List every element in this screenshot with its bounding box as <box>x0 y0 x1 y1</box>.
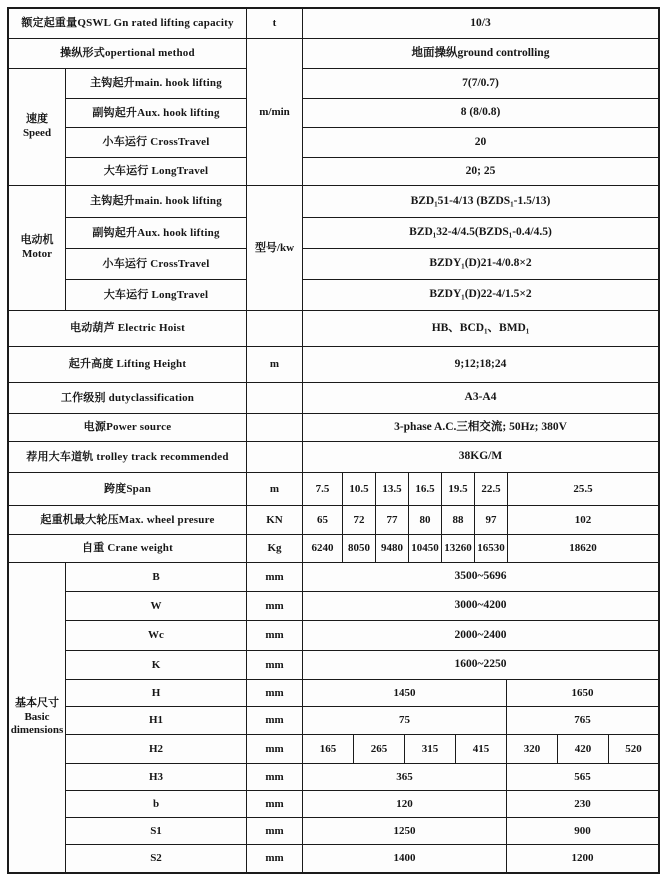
dim-unit: mm <box>247 707 303 735</box>
speed-row-label: 主钩起升main. hook lifting <box>66 69 247 99</box>
span-value-cell: 7.5 <box>303 473 343 505</box>
power-label: 电源Power source <box>9 414 247 442</box>
dim-values-row <box>303 735 658 764</box>
crane-weight-unit: Kg <box>247 535 303 563</box>
crane-weight-values-row <box>303 535 658 563</box>
dim-values-row <box>303 818 658 845</box>
dims-group-en: Basic <box>24 710 50 723</box>
dim-label: B <box>66 563 247 592</box>
dim-value-cell: 365 <box>303 764 507 790</box>
dim-value-cell: 1200 <box>571 852 594 865</box>
dim-unit: mm <box>247 563 303 592</box>
dim-value-cell: 1250 <box>303 818 507 844</box>
crane-weight-cell: 6240 <box>303 535 343 562</box>
wheel-pressure-values-row <box>303 506 658 535</box>
dim-unit: mm <box>247 845 303 872</box>
power-value: 3-phase A.C.三相交流; 50Hz; 380V <box>303 414 658 442</box>
span-value-cell: 19.5 <box>442 473 475 505</box>
wheel-pressure-cell: 65 <box>303 506 343 534</box>
lifting-height-label: 起升高度 Lifting Height <box>9 347 247 383</box>
duty-label: 工作级别 dutyclassification <box>9 383 247 414</box>
dim-value-cell: 1450 <box>303 680 507 706</box>
dim-unit: mm <box>247 764 303 791</box>
speed-row-value: 8 (8/0.8) <box>303 99 658 128</box>
crane-weight-cell: 18620 <box>569 542 597 555</box>
span-value-cell: 13.5 <box>376 473 409 505</box>
speed-row-value: 7(7/0.7) <box>303 69 658 99</box>
wheel-pressure-cell: 97 <box>475 506 508 534</box>
dim-value: 3000~4200 <box>303 592 658 621</box>
dims-group-label <box>9 563 66 872</box>
motor-row-label: 副钩起升Aux. hook lifting <box>66 218 247 249</box>
dims-group-en2: dimensions <box>10 724 64 737</box>
dim-label: S1 <box>66 818 247 845</box>
speed-row-value: 20; 25 <box>303 158 658 186</box>
speed-group-en: Speed <box>22 127 52 139</box>
dim-values-row <box>303 764 658 791</box>
motor-row-value: BZD₁51-4/13 (BZDS₁-1.5/13) <box>303 186 658 218</box>
wheel-pressure-cell: 88 <box>442 506 475 534</box>
dim-unit: mm <box>247 651 303 680</box>
span-value-cell: 22.5 <box>475 473 508 505</box>
method-value: 地面操纵ground controlling <box>303 39 658 69</box>
wheel-pressure-unit: KN <box>247 506 303 535</box>
dim-label: S2 <box>66 845 247 872</box>
dim-values-row <box>303 791 658 818</box>
motor-row-value: BZDY₁(D)21-4/0.8×2 <box>303 249 658 280</box>
capacity-value: 10/3 <box>303 9 658 39</box>
power-unit <box>247 414 303 442</box>
wheel-pressure-cell: 102 <box>574 513 592 526</box>
dim-value-cell: 315 <box>405 735 456 763</box>
speed-row-label: 副钩起升Aux. hook lifting <box>66 99 247 128</box>
speed-group-cn: 速度 <box>26 113 48 126</box>
lifting-height-unit: m <box>247 347 303 383</box>
duty-unit <box>247 383 303 414</box>
dim-label: Wc <box>66 621 247 651</box>
motor-row-label: 主钩起升main. hook lifting <box>66 186 247 218</box>
dim-value-cell: 230 <box>574 797 591 810</box>
dim-value-cell: 165 <box>303 735 354 763</box>
dim-label: K <box>66 651 247 680</box>
dim-unit: mm <box>247 592 303 621</box>
motor-group-cn: 电动机 <box>20 234 54 247</box>
dim-value-cell: 75 <box>303 707 507 734</box>
span-value-cell: 25.5 <box>573 482 593 495</box>
dim-values-row <box>303 845 658 872</box>
speed-row-label: 小车运行 CrossTravel <box>66 128 247 158</box>
wheel-pressure-cell: 80 <box>409 506 442 534</box>
dim-unit: mm <box>247 818 303 845</box>
dim-value-cell: 765 <box>574 714 591 727</box>
dim-value-cell: 420 <box>558 735 609 763</box>
dim-value: 1600~2250 <box>303 651 658 680</box>
lifting-height-value: 9;12;18;24 <box>303 347 658 383</box>
dims-group-cn: 基本尺寸 <box>15 696 59 709</box>
track-value: 38KG/M <box>303 442 658 473</box>
span-unit: m <box>247 473 303 506</box>
dim-value-cell: 900 <box>574 824 591 837</box>
dim-value: 2000~2400 <box>303 621 658 651</box>
crane-spec-table <box>7 7 660 874</box>
dim-unit: mm <box>247 680 303 707</box>
duty-value: A3-A4 <box>303 383 658 414</box>
crane-weight-cell: 13260 <box>442 535 475 562</box>
dim-value-cell: 120 <box>303 791 507 817</box>
dim-value-cell: 1650 <box>571 686 594 699</box>
capacity-unit: t <box>247 9 303 39</box>
method-label: 操纵形式opertional method <box>9 39 247 69</box>
wheel-pressure-cell: 77 <box>376 506 409 534</box>
dim-values-row <box>303 680 658 707</box>
motor-group-label <box>9 186 66 311</box>
wheel-pressure-label: 起重机最大轮压Max. wheel presure <box>9 506 247 535</box>
dim-label: H3 <box>66 764 247 791</box>
motor-row-value: BZDY₁(D)22-4/1.5×2 <box>303 280 658 311</box>
dim-unit: mm <box>247 791 303 818</box>
hoist-label: 电动葫芦 Electric Hoist <box>9 311 247 347</box>
span-values-row <box>303 473 658 506</box>
span-value-cell: 10.5 <box>343 473 376 505</box>
wheel-pressure-cell: 72 <box>343 506 376 534</box>
motor-row-label: 大车运行 LongTravel <box>66 280 247 311</box>
dim-value-cell: 1400 <box>303 845 507 872</box>
dim-value-cell: 265 <box>354 735 405 763</box>
motor-group-en: Motor <box>22 248 52 260</box>
motor-row-label: 小车运行 CrossTravel <box>66 249 247 280</box>
dim-value-cell: 565 <box>574 770 591 783</box>
dim-value-cell: 520 <box>625 742 642 755</box>
dim-value-cell: 320 <box>507 735 558 763</box>
dim-value-cell: 415 <box>456 735 507 763</box>
hoist-unit <box>247 311 303 347</box>
hoist-value: HB、BCD₁、BMD₁ <box>303 311 658 347</box>
crane-weight-cell: 16530 <box>475 535 508 562</box>
speed-row-label: 大车运行 LongTravel <box>66 158 247 186</box>
dim-label: H1 <box>66 707 247 735</box>
dim-label: b <box>66 791 247 818</box>
crane-weight-label: 自重 Crane weight <box>9 535 247 563</box>
crane-weight-cell: 8050 <box>343 535 376 562</box>
speed-row-value: 20 <box>303 128 658 158</box>
dim-label: W <box>66 592 247 621</box>
dim-label: H <box>66 680 247 707</box>
track-label: 荐用大车道轨 trolley track recommended <box>9 442 247 473</box>
motor-unit: 型号/kw <box>247 186 303 311</box>
dim-label: H2 <box>66 735 247 764</box>
dim-unit: mm <box>247 735 303 764</box>
speed-group-label <box>9 69 66 186</box>
crane-weight-cell: 10450 <box>409 535 442 562</box>
dim-unit: mm <box>247 621 303 651</box>
motor-row-value: BZD₁32-4/4.5(BZDS₁-0.4/4.5) <box>303 218 658 249</box>
speed-unit: m/min <box>247 39 303 186</box>
dim-values-row <box>303 707 658 735</box>
span-label: 跨度Span <box>9 473 247 506</box>
capacity-label: 额定起重量QSWL Gn rated lifting capacity <box>9 9 247 39</box>
track-unit <box>247 442 303 473</box>
span-value-cell: 16.5 <box>409 473 442 505</box>
dim-value: 3500~5696 <box>303 563 658 592</box>
crane-weight-cell: 9480 <box>376 535 409 562</box>
